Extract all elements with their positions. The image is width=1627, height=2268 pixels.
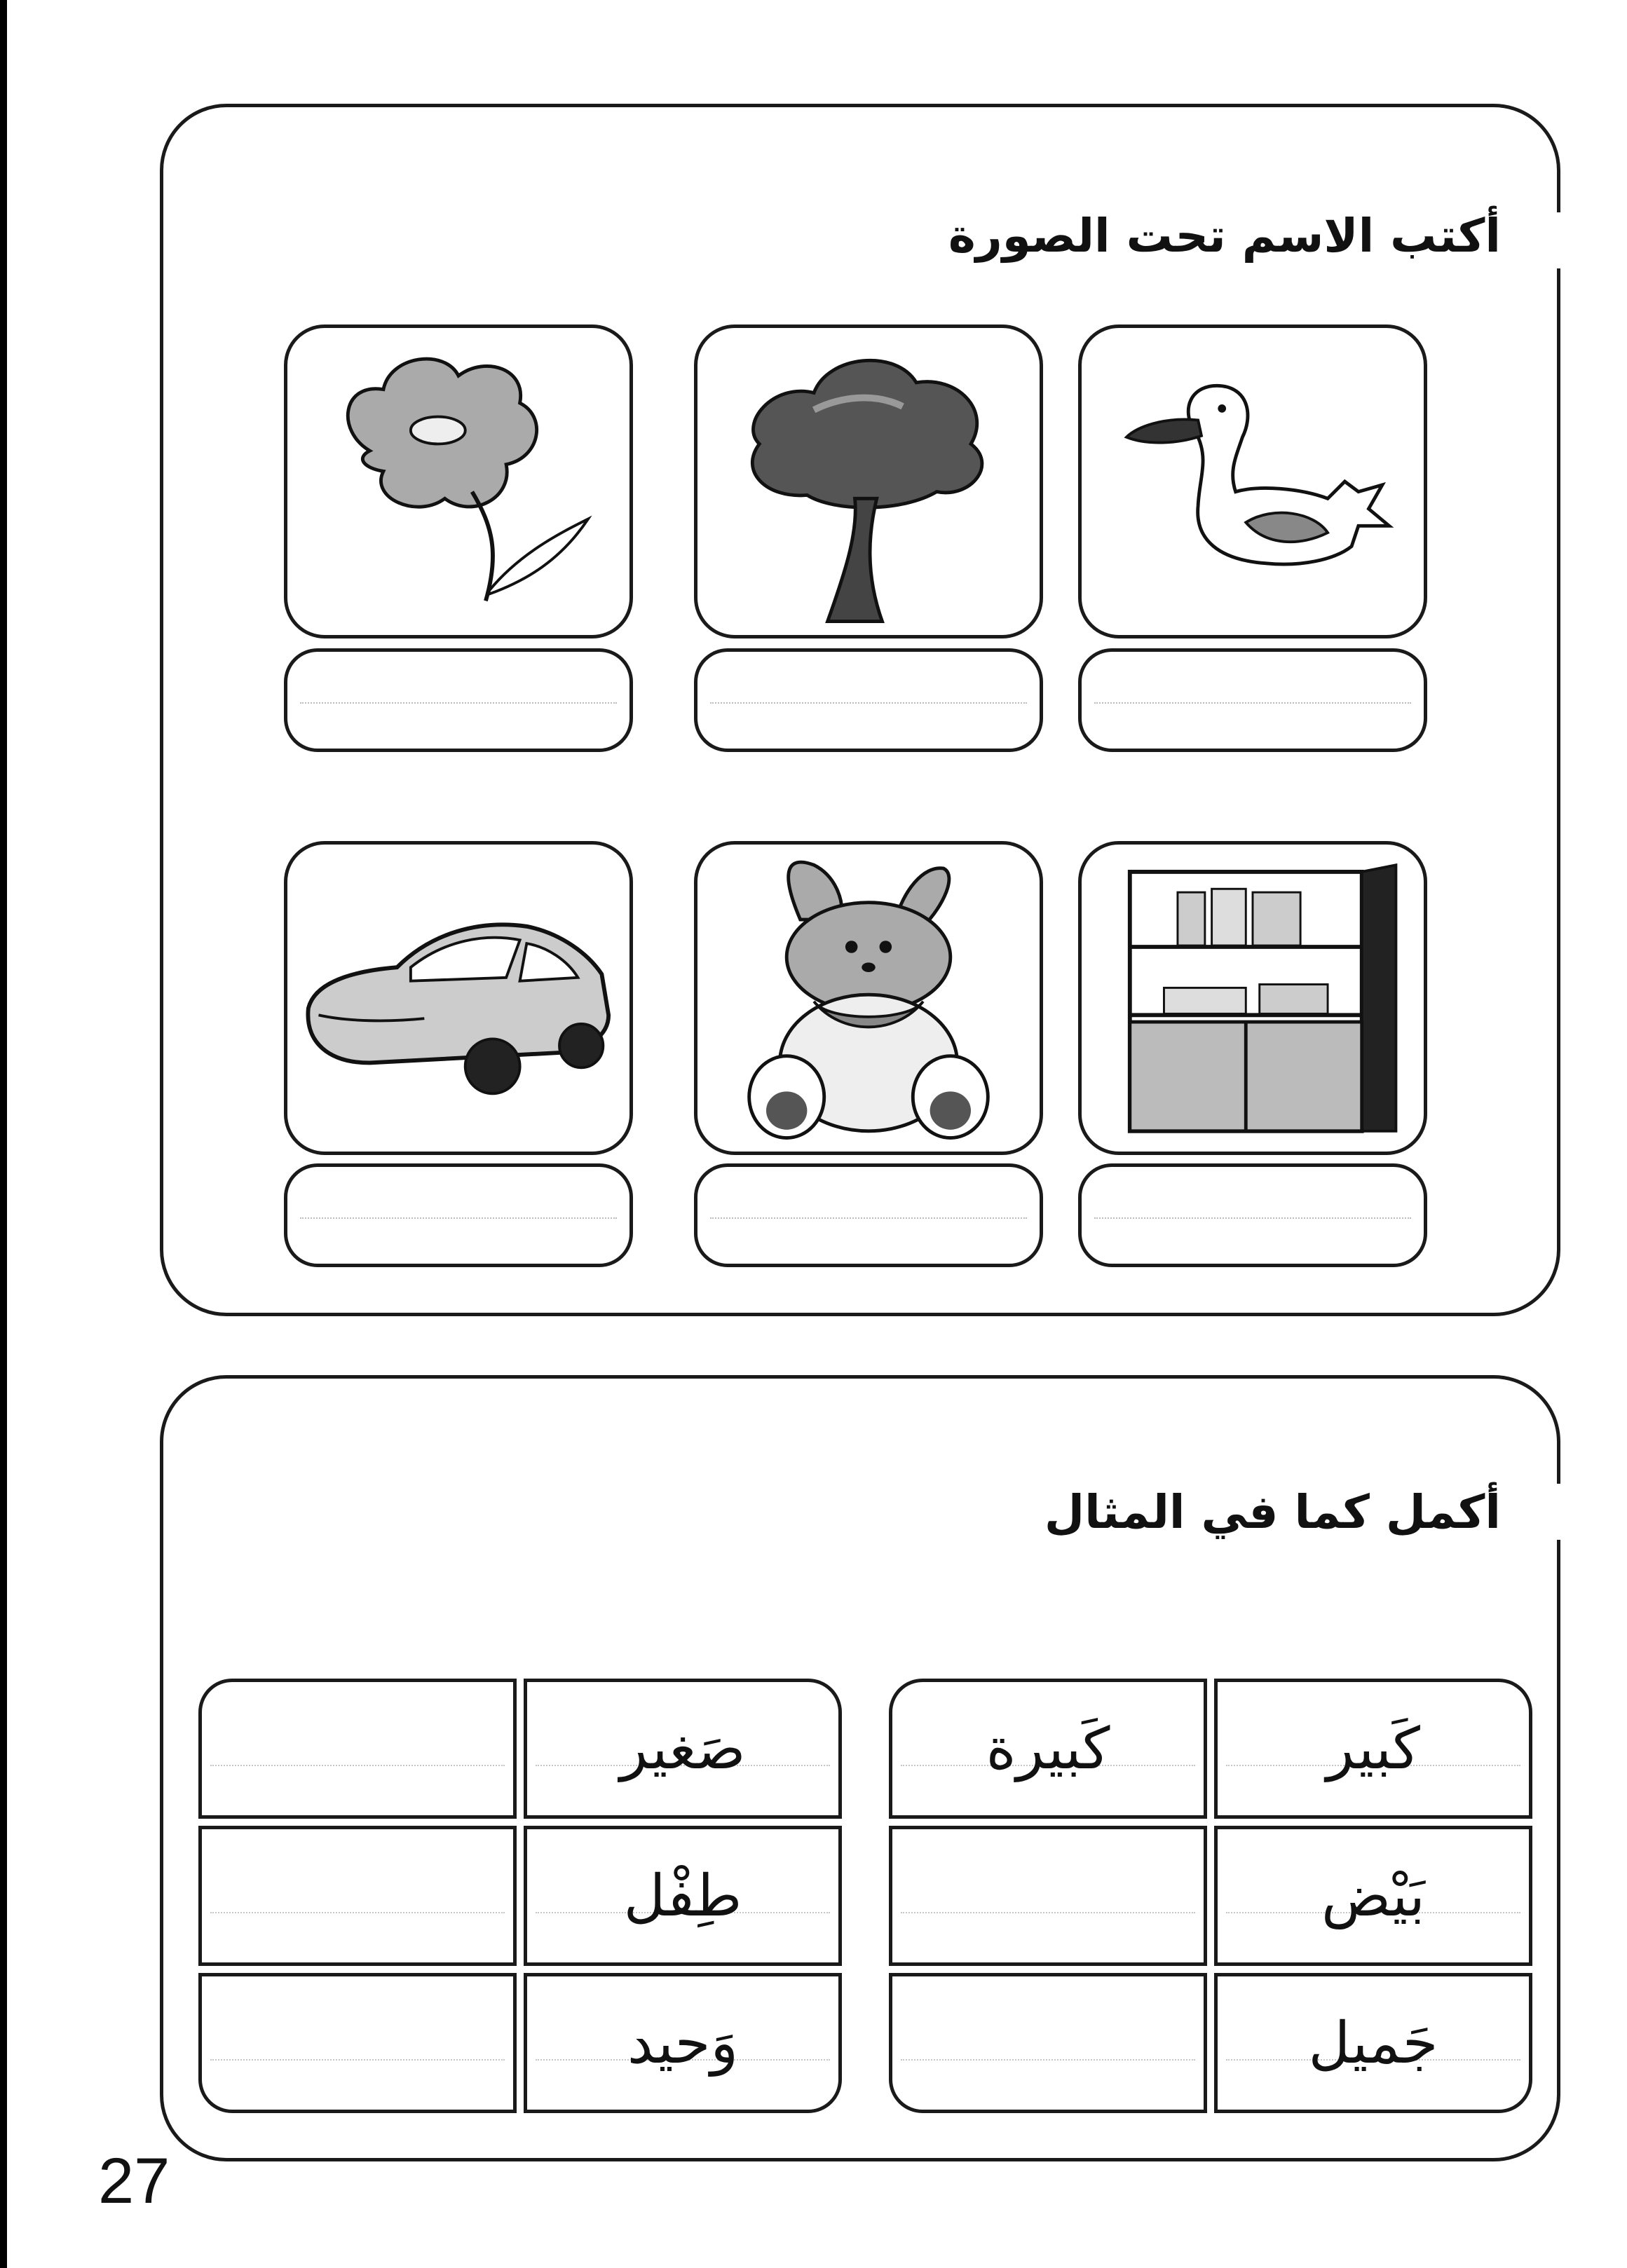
exercise-2-panel (160, 1375, 1560, 2161)
duck-picture-card (1078, 325, 1427, 638)
left-table (198, 1679, 842, 2113)
car-picture-card (284, 841, 633, 1155)
answer-cell[interactable] (889, 1826, 1207, 1966)
tree-name-box[interactable] (694, 648, 1043, 752)
bookcase-icon (1082, 845, 1424, 1152)
bookcase-name-box[interactable] (1078, 1163, 1427, 1267)
scan-edge (0, 0, 7, 2268)
word-cell: صَغير (524, 1679, 842, 1819)
flower-name-box[interactable] (284, 648, 633, 752)
car-name-box[interactable] (284, 1163, 633, 1267)
tree-icon (697, 328, 1040, 635)
bookcase-picture-card (1078, 841, 1427, 1155)
word-cell: كَبير (1214, 1679, 1532, 1819)
teddy-picture-card (694, 841, 1043, 1155)
teddy-rabbit-icon (697, 845, 1040, 1152)
right-table (889, 1679, 1532, 2113)
duck-icon (1082, 328, 1424, 635)
answer-cell[interactable] (198, 1826, 517, 1966)
duck-name-box[interactable] (1078, 648, 1427, 752)
exercise-1-panel (160, 104, 1560, 1316)
flower-picture-card (284, 325, 633, 638)
page-number: 27 (98, 2145, 170, 2217)
answer-cell[interactable] (198, 1679, 517, 1819)
word-cell: طِفْل (524, 1826, 842, 1966)
exercise-2-title: أكمل كما في المثال (1044, 1485, 1501, 1539)
answer-cell[interactable] (198, 1973, 517, 2113)
word-cell: وَحيد (524, 1973, 842, 2113)
border-gap (1551, 1484, 1563, 1540)
exercise-1-title: أكتب الاسم تحت الصورة (948, 209, 1501, 263)
word-cell: جَميل (1214, 1973, 1532, 2113)
word-cell: بَيْض (1214, 1826, 1532, 1966)
tree-picture-card (694, 325, 1043, 638)
flower-icon (287, 328, 629, 635)
answer-cell[interactable]: كَبيرة (889, 1679, 1207, 1819)
teddy-name-box[interactable] (694, 1163, 1043, 1267)
answer-cell[interactable] (889, 1973, 1207, 2113)
border-gap (1551, 212, 1563, 268)
car-icon (287, 845, 629, 1152)
